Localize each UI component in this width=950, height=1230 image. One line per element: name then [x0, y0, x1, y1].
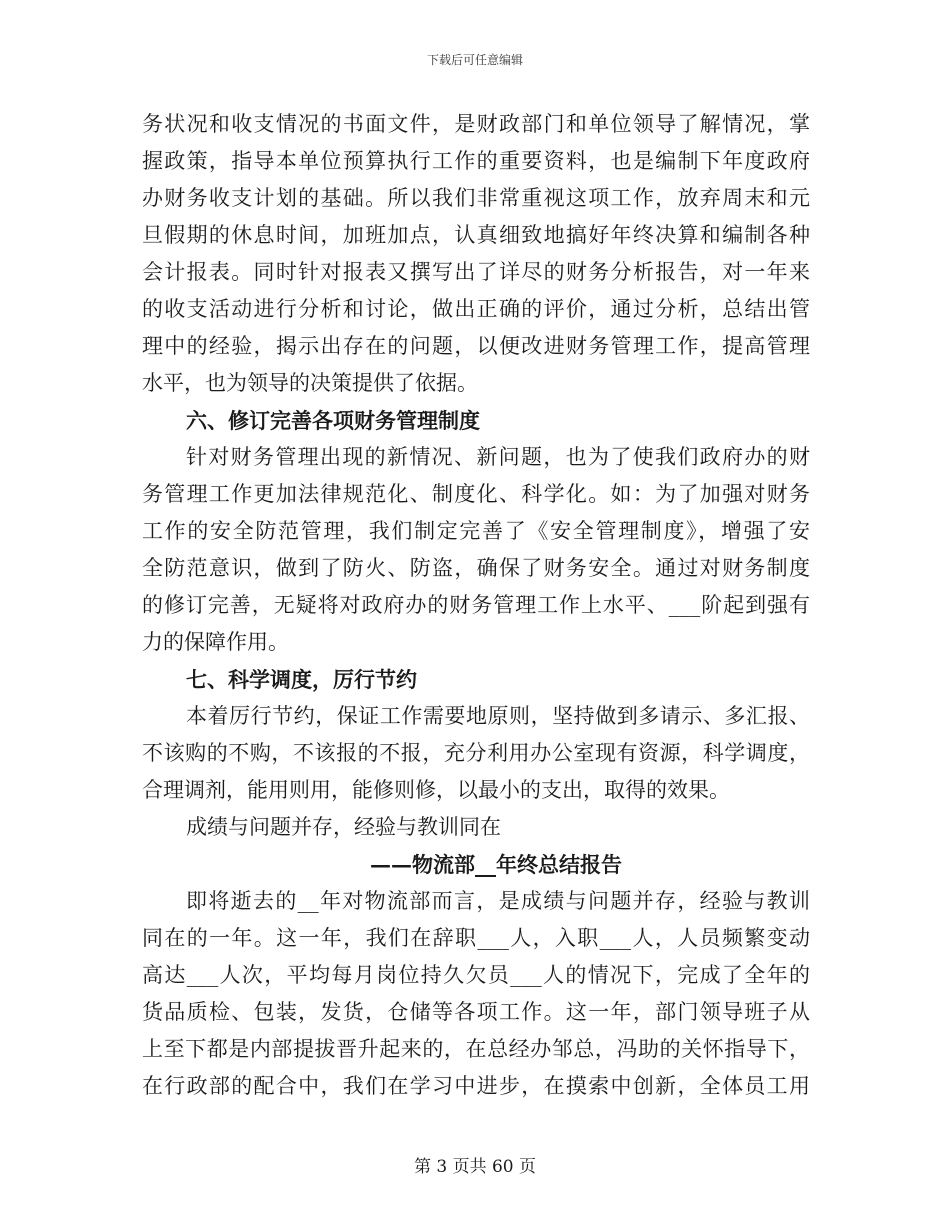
section-heading: 六、修订完善各项财务管理制度	[186, 408, 480, 433]
paragraph-line: 理中的经验，揭示出存在的问题，以便改进财务管理工作，提高管理	[142, 334, 810, 358]
paragraph-line: 针对财务管理出现的新情况、新问题，也为了使我们政府办的财	[186, 445, 810, 469]
paragraph-line: 会计报表。同时针对报表又撰写出了详尽的财务分析报告，对一年来	[142, 260, 810, 284]
page-footer: 第 3 页共 60 页	[413, 1157, 537, 1177]
paragraph-line: 办财务收支计划的基础。所以我们非常重视这项工作，放弃周末和元	[142, 186, 810, 210]
paragraph-line: 合理调剂，能用则用，能修则修，以最小的支出，取得的效果。	[142, 778, 730, 802]
paragraph-line: 上至下都是内部提拔晋升起来的，在总经办邹总，冯助的关怀指导下，	[142, 1037, 810, 1061]
paragraph-line: 的收支活动进行分析和讨论，做出正确的评价，通过分析，总结出管	[142, 297, 810, 321]
page-header: 下载后可任意编辑	[426, 53, 523, 67]
paragraph-line: 握政策，指导本单位预算执行工作的重要资料，也是编制下年度政府	[142, 149, 810, 173]
paragraph-line: 本着厉行节约，保证工作需要地原则，坚持做到多请示、多汇报、	[186, 704, 810, 728]
paragraph-line: 旦假期的休息时间，加班加点，认真细致地搞好年终决算和编制各种	[142, 223, 810, 247]
paragraph-line: 务状况和收支情况的书面文件，是财政部门和单位领导了解情况，掌	[142, 112, 810, 136]
paragraph-line: 水平，也为领导的决策提供了依据。	[142, 371, 478, 395]
document-body	[142, 106, 810, 1105]
paragraph-line: 力的保障作用。	[142, 630, 289, 654]
paragraph-line: 的修订完善，无疑将对政府办的财务管理工作上水平、___阶起到强有	[142, 593, 810, 617]
paragraph-line: 务管理工作更加法律规范化、制度化、科学化。如：为了加强对财务	[142, 482, 810, 506]
paragraph-line: 高达___人次，平均每月岗位持久欠员___人的情况下，完成了全年的	[142, 963, 810, 987]
paragraph-line: 在行政部的配合中，我们在学习中进步，在摸索中创新，全体员工用	[142, 1074, 810, 1098]
paragraph-line: 不该购的不购，不该报的不报，充分利用办公室现有资源，科学调度，	[142, 741, 810, 765]
report-title: 成绩与问题并存，经验与教训同在	[186, 815, 501, 839]
paragraph-line: 即将逝去的__年对物流部而言，是成绩与问题并存，经验与教训	[186, 889, 810, 913]
paragraph-line: 全防范意识，做到了防火、防盗，确保了财务安全。通过对财务制度	[142, 556, 810, 580]
paragraph-line: 货品质检、包装，发货，仓储等各项工作。这一年，部门领导班子从	[142, 1000, 810, 1024]
report-subtitle: ——物流部__年终总结报告	[370, 852, 622, 877]
paragraph-line: 同在的一年。这一年，我们在辞职___人，入职___人，人员频繁变动	[142, 926, 810, 950]
paragraph-line: 工作的安全防范管理，我们制定完善了《安全管理制度》，增强了安	[142, 519, 810, 543]
section-heading: 七、科学调度，厉行节约	[186, 667, 417, 692]
